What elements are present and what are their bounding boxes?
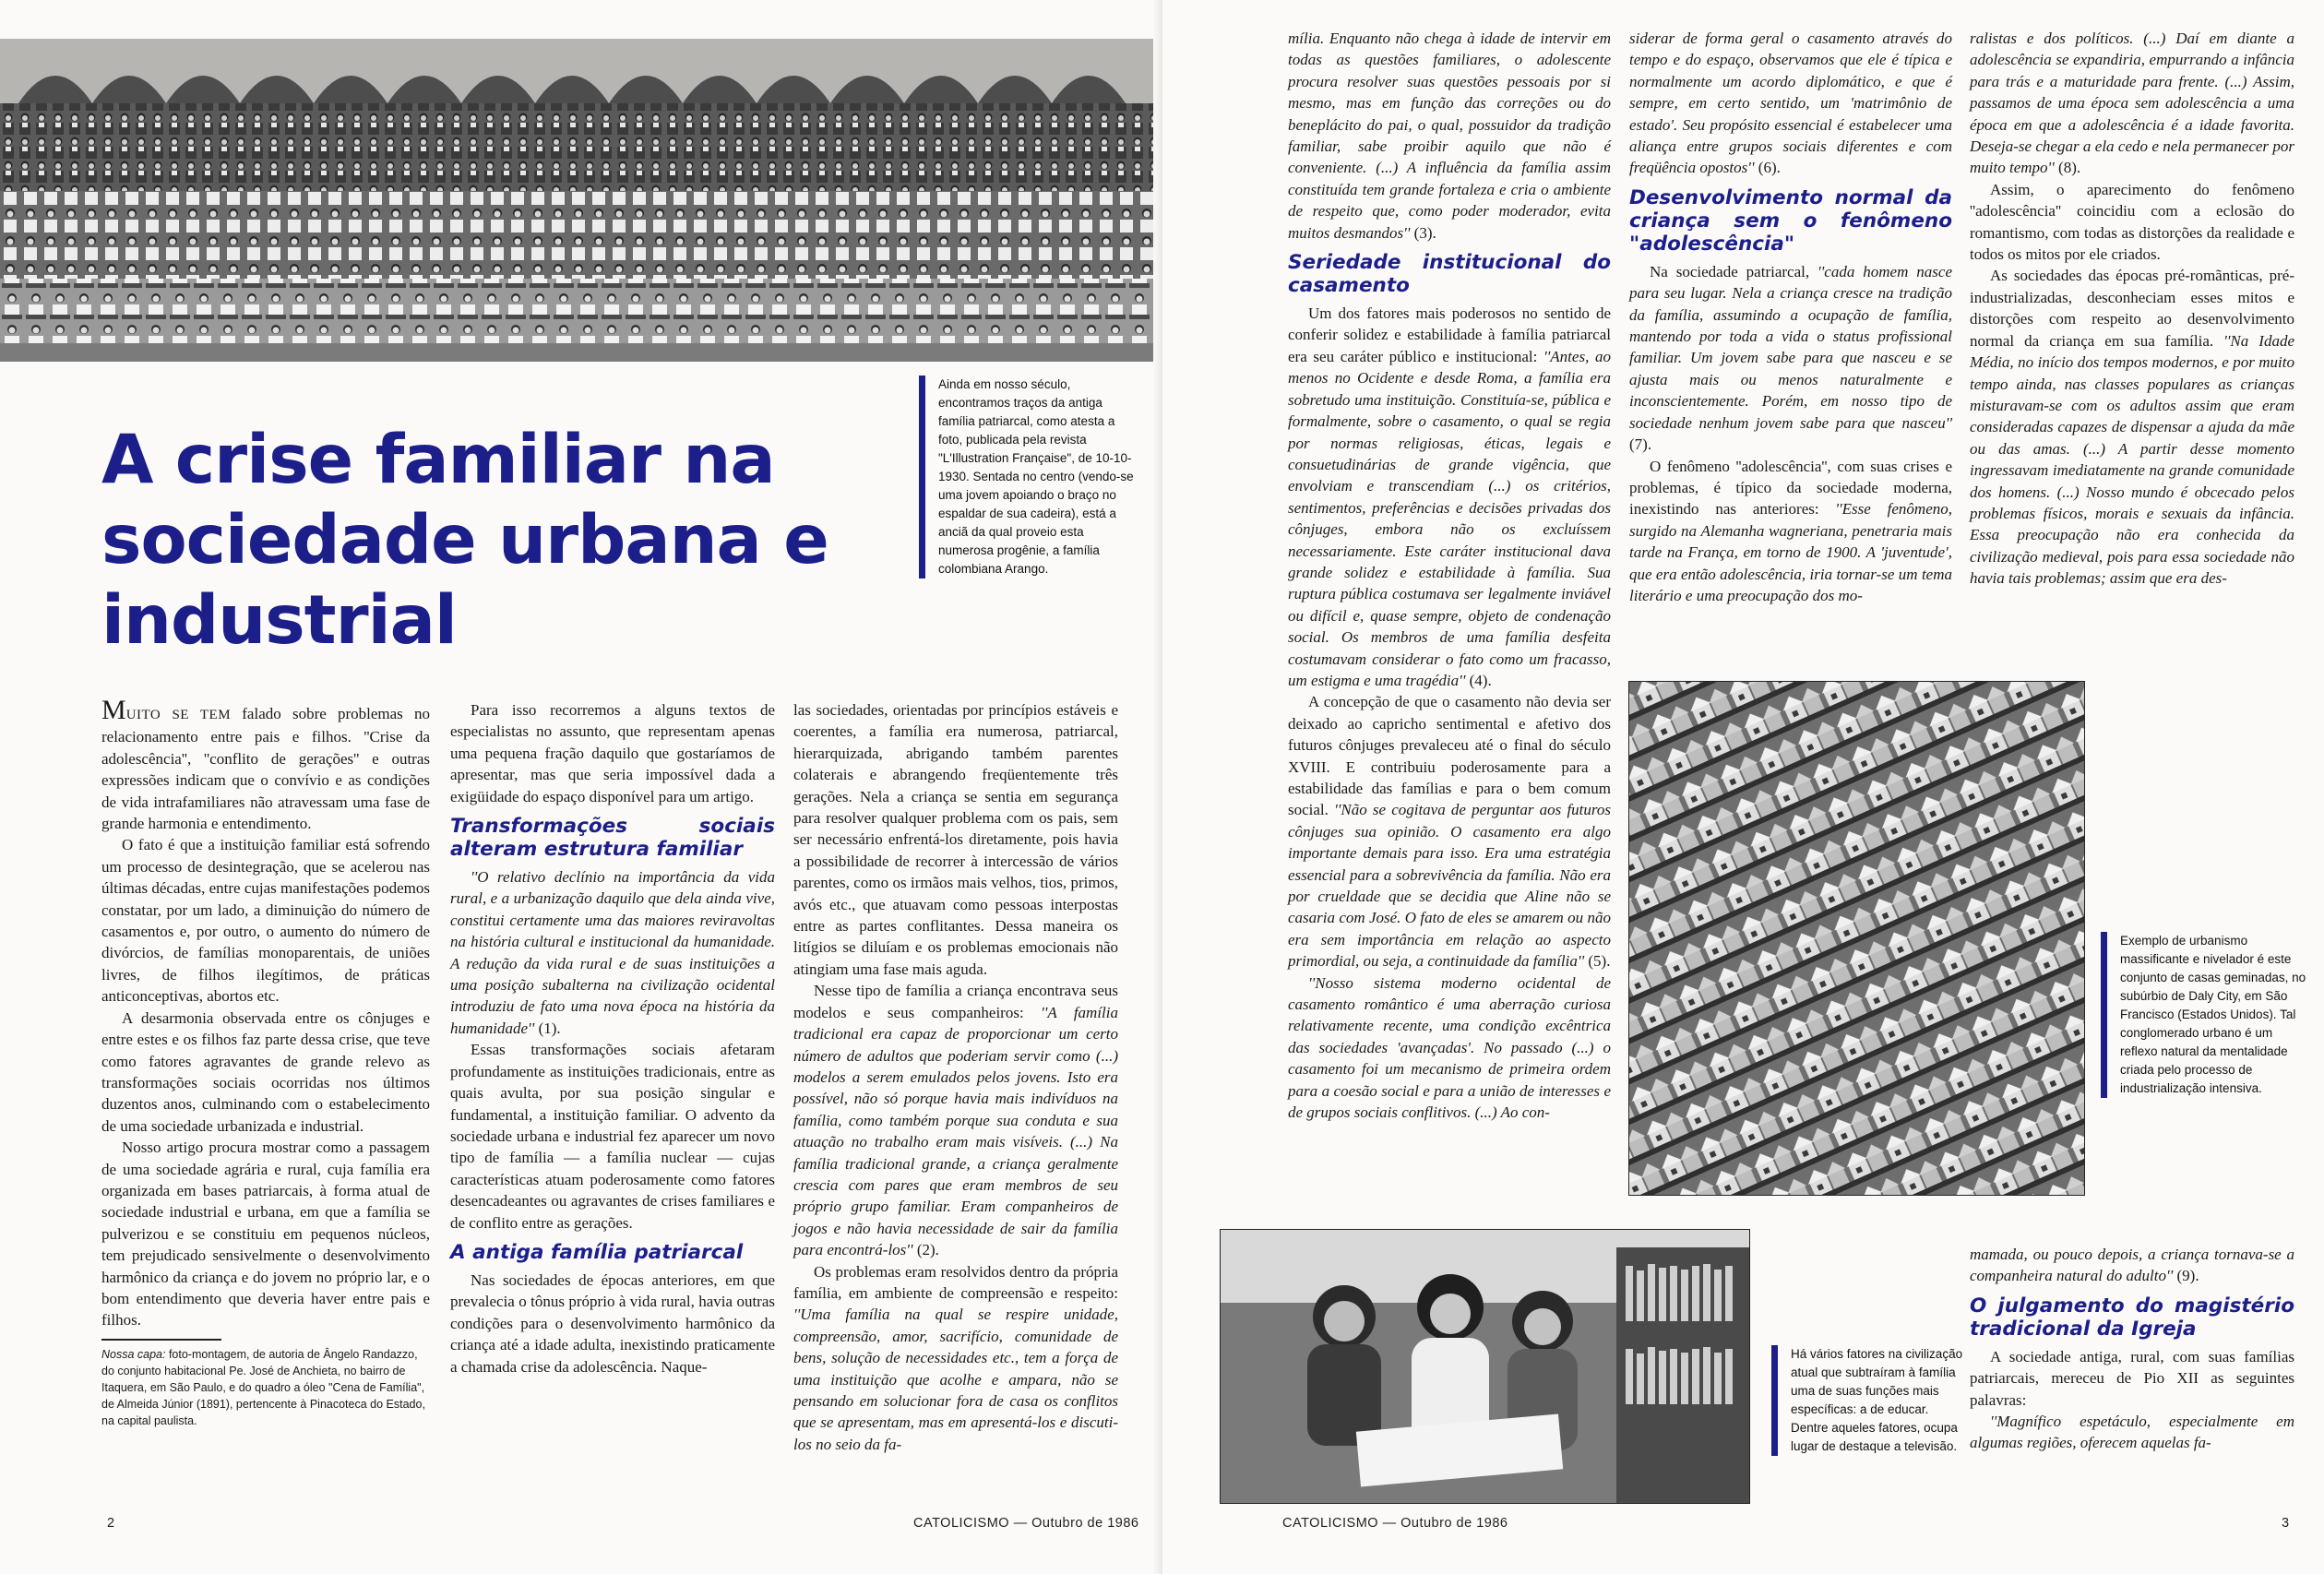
right-page [1162, 0, 2324, 1574]
right-column-2 [1629, 28, 1952, 606]
quote-text: ''Nosso sistema moderno ocidental de casamento romântico é uma aberração curiosa relativamente recente, uma condição excêntrica das sociedades 'avançadas'. No passado (...) o casamento foi um mecanismo de primeira ordem para a coesão social e para a união de interesses e de grupos sociais conflitivos. (...) Ao con- [1288, 973, 1611, 1122]
children-photo-caption-text: Há vários fatores na civilização atual que subtraíram à família uma de suas funções mais específicas: a de educar. Dentre aqueles fatores, ocupa lugar de destaque a televisão. [1791, 1347, 1963, 1453]
quote-text: ''Na Idade Média, no início dos tempos modernos, e por muito tempo ainda, nas classes populares as crianças misturavam-se com os adultos assim que eram consideradas capazes de dispensar a ajuda da mãe ou das amas. (...) A partir desse momento ingressavam imediatamente na grande comunidade dos homens. (...) Nosso mundo é obcecado pelos problemas físicos, morais e sexuais da infância. Essa preocupação não era conhecida da civilização medieval, pois para essa sociedade não havia tais problemas; assim que era des- [1970, 331, 2294, 588]
quote-paragraph [1629, 28, 1952, 179]
quote-paragraph [1288, 303, 1611, 691]
paragraph: Essas transformações sociais afetaram profundamente as instituições tradicionais, entre as quais avulta, por sua posição singular e fundamental, a instituição familiar. O advento da sociedade urbana e industrial fez aparecer um novo tipo de família — a família nuclear — cujas características atuam poderosamente como fatores desencadeantes ou agravantes de crises familiares e de conflito entre as gerações. [450, 1041, 775, 1232]
quote-text: ''Magnífico espetáculo, especialmente em algumas regiões, oferecem aquelas fa- [1970, 1413, 2294, 1452]
family-photo-caption-text: Ainda em nosso século, encontramos traços da antiga família patriarcal, como atesta a foto, publicada pela revista "L'Illustration Française", de 10-10-1930. Sentada no centro (vendo-se uma jovem apoiando o braço no espaldar de sua cadeira), está a anciã da qual proveio esta numerosa progênie, a família colombiana Arango. [938, 377, 1134, 576]
housing-photo [1628, 681, 2085, 1196]
paragraph-lead: O fenômeno ''adolescência'', com suas crises e problemas, é típico da sociedade moderna, inexistindo nas anteriores: [1629, 457, 1952, 519]
quote-ref: (5). [1584, 952, 1611, 971]
paragraph-lead: Na sociedade patriarcal, [1650, 262, 1818, 280]
paragraph: Nosso artigo procura mostrar como a passagem de uma sociedade agrária e rural, cuja família era organizada em bases patriarcais, à forma atual de sociedade industrial e urbana, em que a família se pulverizou e se constituiu em pequenos núcleos, tem prejudicado sensivelmente o desenvolvimento harmônico da criança e do jovem no próprio lar, e o bom entendimento que deveria haver entre pais e filhos. [101, 1139, 430, 1330]
quote-paragraph [1288, 972, 1611, 1124]
children-photo-caption [1771, 1345, 1969, 1456]
quote-text: ''O relativo declínio na importância da vida rural, e a urbanização daquilo que dela ainda vive, constitui certamente uma das maiores reviravoltas na história cultural e institucional da humanidade. A redução da vida rural e de suas instituições a uma posição subalterna na civilização ocidental introduziu de fato uma nova época na história da humanidade'' [450, 868, 775, 1037]
children-reading-photo-icon [1220, 1229, 1750, 1504]
quote-paragraph [1288, 28, 1611, 244]
drop-cap: M [101, 695, 126, 725]
quote-ref: (6). [1754, 159, 1781, 177]
page-number-left: 2 [107, 1516, 115, 1531]
paragraph-lead: As sociedades das épocas pré-romãnticas, pré-industrializadas, desconheciam esses mitos e distorções com respeito ao desenvolvimento normal da criança em sua família. [1970, 267, 2294, 350]
paragraph-lead: A concepção de que o casamento não devia ser deixado ao capricho sentimental e afetivo dos futuros cônjuges prevaleceu até o final do século XVIII. E contribuiu poderosamente para a estabilidade das famílias e para o bem comum social. [1288, 693, 1611, 819]
small-caps-lead: UITO SE TEM [125, 708, 232, 722]
paragraph: Assim, o aparecimento do fenômeno ''adolescência'' coincidiu com a eclosão do romantismo, com todas as distorções da realidade e todos os mitos por ele criados. [1970, 180, 2294, 264]
cover-note [101, 1346, 430, 1429]
family-photo-caption [919, 376, 1137, 578]
quote-ref: (2). [912, 1241, 939, 1259]
quote-ref: (4). [1465, 671, 1492, 689]
article-headline: A crise familiar na sociedade urbana e industrial [101, 421, 828, 660]
running-footer-right: CATOLICISMO — Outubro de 1986 [1282, 1516, 1508, 1531]
quote-text: ralistas e dos políticos. (...) Daí em diante a adolescência se expandiria, empurrando a infância para trás e a maturidade para frente. (...) Assim, passamos de uma época sem adolescência a uma época em que a adolescência é a idade favorita. Deseja-se chegar a ela cedo e nela permanecer por muito tempo'' [1970, 30, 2294, 177]
housing-photo-caption-text: Exemplo de urbanismo massificante e nivelador é este conjunto de casas geminadas, no subúrbio de Daly City, em São Francisco (Estados Unidos). Tal conglomerado urbano é um reflexo natural da mentalidade criada pelo processo de industrialização intensiva. [2120, 934, 2306, 1095]
quote-paragraph [1288, 691, 1611, 972]
left-column-1 [101, 695, 430, 1429]
paragraph: Para isso recorremos a alguns textos de especialistas no assunto, que representam apenas uma pequena fração daquilo que gostaríamos de apresentar, mas que seria impossível dada a exigüidade do espaço disponível para um artigo. [450, 701, 775, 805]
intro-paragraph [101, 695, 430, 834]
paragraph: A sociedade antiga, rural, com suas famílias patriarcais, mereceu de Pio XII as seguintes palavras: [1970, 1347, 2294, 1409]
footnote-rule [101, 1339, 221, 1341]
quote-text: mamada, ou pouco depois, a criança tornava-se a companheira natural do adulto'' [1970, 1246, 2294, 1285]
housing-photo-caption [2101, 932, 2312, 1098]
paragraph-lead: Nesse tipo de família a criança encontrava seus modelos e seus companheiros: [793, 982, 1118, 1021]
quote-ref: (7). [1629, 435, 1652, 454]
paragraph: las sociedades, orientadas por princípios estáveis e coerentes, a família era numerosa, patriarcal, hierarquizada, abrigando também parentes colaterais e abrangendo freqüentemente três gerações. Nela a criança se sentia em segurança para resolver qualquer problema com os pais, sem ser necessário enfrentá-los diretamente, pois havia a possibilidade de recorrer à intercessão de vários parentes, como os irmãos mais velhos, tios, primos, avós etc., que atuavam como pessoas interpostas entre as partes conflitantes. Dessa maneira os litígios se diluíam e os problemas emocionais não atingiam uma fase mais aguda. [793, 701, 1118, 978]
quote-paragraph [1629, 261, 1952, 456]
quote-text: ''Uma família na qual se respire unidade, compreensão, amor, sacrifício, comunidade de bens, solução de necessidades etc., tem a força de uma instituição que acolhe e ampara, não se pensando em solucionar fora de casa os conflitos que se apresentam, mas em apresentá-los e discuti-los no seio da fa- [793, 1306, 1118, 1453]
quote-paragraph [1970, 1244, 2294, 1287]
subhead-julgamento: O julgamento do magistério tradicional da Igreja [1970, 1294, 2294, 1341]
right-column-1 [1288, 28, 1611, 1124]
quote-ref: (9). [2173, 1267, 2199, 1285]
left-column-2 [450, 699, 775, 1377]
quote-text: siderar de forma geral o casamento através do tempo e do espaço, observamos que ele é típica e normalmente um acordo diplomático, e que é sempre, em certo sentido, um 'matrimônio de estado'. Seu propósito essencial é estabelecer uma aliança entre grupos sociais diferentes e com freqüência opostos'' [1629, 30, 1952, 177]
quote-text: mília. Enquanto não chega à idade de intervir em todas as questões familiares, o adolescente procura resolver suas questões pessoais por si mesmo, mas em função das correções ou do beneplácito do pai, o qual, possuidor da tradição familiar, sabe proibir aquilo que não é conveniente. (...) A influência da família assim constituída tem grande fortaleza e cria o ambiente de respeito que, como poder moderador, evita muitos desmandos'' [1288, 30, 1611, 242]
quote-ref: (3). [1410, 223, 1436, 242]
intro-paragraph-text: falado sobre problemas no relacionamento entre pais e filhos. ''Crise da adolescência'', ''conflito de gerações'' e outras expressões indicam que o convívio e as condições de vida intrafamiliares não atravessam uma fase de grande harmonia e entendimento. [101, 705, 430, 833]
paragraph: Nas sociedades de épocas anteriores, em que prevalecia o tônus próprio à vida rural, havia outras condições para o desenvolvimento harmônico da criança até a idade adulta, inexistindo praticamente a chamada crise da adolescência. Naque- [450, 1270, 775, 1376]
cover-note-text: foto-montagem, de autoria de Ângelo Randazzo, do conjunto habitacional Pe. José de Anchieta, no bairro de Itaquera, em São Paulo, e do quadro a óleo "Cena de Família", de Almeida Júnior (1891), pertencente à Pinacoteca do Estado, na capital paulista. [101, 1347, 425, 1427]
housing-rows-photo-icon [1628, 681, 2085, 1196]
cover-note-label: Nossa capa: [101, 1347, 166, 1361]
quote-paragraph [793, 980, 1118, 1260]
quote-paragraph [450, 866, 775, 1039]
paragraph-lead: Um dos fatores mais poderosos no sentido de conferir solidez e estabilidade à família patriarcal era seu caráter público e institucional: [1288, 304, 1611, 365]
quote-paragraph [1629, 456, 1952, 607]
paragraph: O fato é que a instituição familiar está sofrendo um processo de desintegração, que se acelerou nas últimas décadas, entre cujas manifestações podemos constatar, por um lado, a diminuição do número de casamentos e, por outro, o aumento do número de divórcios, de famílias monoparentais, de uniões livres, de filhos ilegítimos, de práticas anticonceptivas, abortos etc. [101, 836, 430, 1006]
quote-paragraph [1970, 1411, 2294, 1454]
subhead-transformacoes: Transformações sociais alteram estrutura familiar [450, 815, 775, 862]
subhead-desenvolvimento: Desenvolvimento normal da criança sem o fenômeno "adolescência" [1629, 185, 1952, 256]
running-footer-left: CATOLICISMO — Outubro de 1986 [913, 1516, 1139, 1531]
quote-text: ''cada homem nasce para seu lugar. Nela a criança cresce na tradição da família, assumindo a ocupação de família, mantendo por toda a vida o status profissional familiar. Um jovem sabe para que nasceu e se ajusta mais ou menos naturalmente e inconscientemente. Porém, em nosso tipo de sociedade nenhum jovem sabe para que nasceu'' [1629, 262, 1952, 432]
subhead-seriedade: Seriedade institucional do casamento [1288, 251, 1611, 298]
quote-text: ''Esse fenômeno, surgido na Alemanha wagneriana, penetraria mais tarde na França, em torno de 1900. A 'juventude', que era então adolescência, iria tornar-se um tema literário e uma preocupação dos mo- [1629, 500, 1952, 604]
quote-ref: (1). [534, 1019, 561, 1037]
right-column-3 [1970, 28, 2294, 590]
quote-ref: (8). [2054, 159, 2081, 177]
right-column-3-bottom [1970, 1244, 2294, 1454]
quote-text: ''Antes, ao menos no Ocidente e desde Roma, a família era sobretudo uma instituição. Constituía-se, pública e formalmente, sobre o casamento, o qual se regia por normas religiosas, éticas, legais e consuetudinárias de grande vigência, que envolviam e transcendiam (...) os critérios, sentimentos, preferências e decisões privadas dos cônjuges, embora não os excluíssem necessariamente. Este caráter institucional dava grande solidez e estabilidade à família. Sua ruptura pública costumava ser legalmente inviável ou difícil e, quase sempre, objeto de condenação social. Os membros de uma família desfeita costumavam considerar o fato como um fracasso, um estigma e uma tragédia'' [1288, 347, 1611, 689]
paragraph: A desarmonia observada entre os cônjuges e entre estes e os filhos faz parte dessa crise, que teve como fatores agravantes de grande relevo as transformações sociais ocorridas nos últimos duzentos anos, culminando com o estabelecimento de uma sociedade urbanizada e industrial. [101, 1008, 430, 1135]
quote-text: ''A família tradicional era capaz de proporcionar um certo número de adultos que poderiam servir como (...) modelos a serem emulados pelos jovens. Isto era possível, não só porque havia mais indivíduos na família, como também porque sua conduta e sua atuação no trabalho eram mais visíveis. (...) Na família tradicional grande, a criança geralmente crescia com pares que eram membros de seu próprio grupo familiar. Eram companheiros de jogos e não havia necessidade de sair da família para encontrá-los'' [793, 1003, 1118, 1259]
paragraph-lead: Os problemas eram resolvidos dentro da própria família, em ambiente de compreensão e respeito: [793, 1262, 1118, 1302]
subhead-familia-patriarcal: A antiga família patriarcal [450, 1240, 744, 1264]
page-number-right: 3 [2282, 1516, 2290, 1531]
quote-paragraph [793, 1261, 1118, 1456]
quote-paragraph [1970, 28, 2294, 179]
family-group-photo [0, 39, 1164, 362]
family-group-photo-icon [0, 39, 1164, 362]
quote-paragraph [1970, 265, 2294, 589]
left-column-3 [793, 699, 1118, 1455]
quote-text: ''Não se cogitava de perguntar aos futuros cônjuges sua opinião. O casamento era algo importante demais para isso. Era uma estratégia essencial para a sobrevivência da família. Não era por crueldade que se decidia que Aline não se casaria com José. O fato de eles se amarem ou não era sem importância em relação ao aspecto primordial, ou seja, a continuidade da família'' [1288, 801, 1611, 971]
children-photo [1220, 1229, 1750, 1504]
